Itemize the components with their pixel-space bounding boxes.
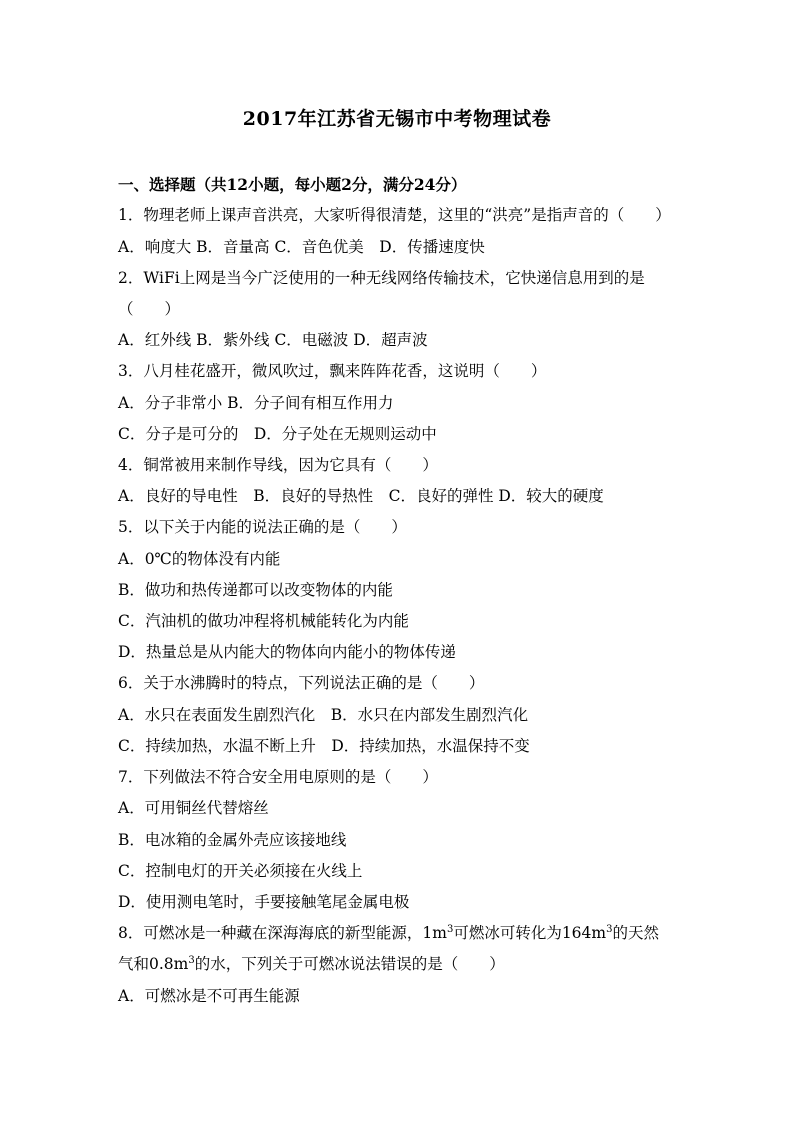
section-heading: 一、选择题（共12小题，每小题2分，满分24分） [118, 175, 467, 194]
question-4-options: A．良好的导电性 B．良好的导热性 C．良好的弹性 D．较大的硬度 [118, 487, 604, 505]
question-7-stem: 7．下列做法不符合安全用电原则的是（ ） [118, 768, 438, 786]
question-7-option-c: C．控制电灯的开关必须接在火线上 [118, 862, 363, 880]
question-3-options-ab: A．分子非常小 B．分子间有相互作用力 [118, 394, 394, 412]
question-8-text-2: 可燃冰可转化为164m [453, 924, 607, 942]
question-1-options: A．响度大 B．音量高 C．音色优美 D．传播速度快 [118, 238, 485, 256]
question-8-exponent-3: 3 [188, 954, 195, 966]
question-8-stem [118, 923, 698, 943]
question-2-options: A．红外线 B．紫外线 C．电磁波 D．超声波 [118, 331, 428, 349]
question-1-stem: 1．物理老师上课声音洪亮，大家听得很清楚，这里的“洪亮”是指声音的（ ） [118, 206, 671, 224]
question-5-option-c: C．汽油机的做功冲程将机械能转化为内能 [118, 612, 409, 630]
question-6-stem: 6．关于水沸腾时的特点，下列说法正确的是（ ） [118, 674, 485, 692]
question-7-option-d: D．使用测电笔时，手要接触笔尾金属电极 [118, 893, 410, 911]
question-2-stem-cont: （ ） [118, 300, 181, 318]
question-8-exponent-2: 3 [606, 923, 613, 935]
page-title: 2017年江苏省无锡市中考物理试卷 [242, 108, 552, 130]
question-7-option-a: A．可用铜丝代替熔丝 [118, 799, 269, 817]
question-8-text-5: 的水，下列关于可燃冰说法错误的是（ ） [194, 955, 505, 973]
question-5-option-d: D．热量总是从内能大的物体向内能小的物体传递 [118, 643, 456, 661]
question-8-option-a: A．可燃冰是不可再生能源 [118, 987, 300, 1005]
question-8-text-3: 的天然 [612, 924, 659, 942]
question-6-options-ab: A．水只在表面发生剧烈汽化 B．水只在内部发生剧烈汽化 [118, 706, 529, 724]
question-8-stem-cont [118, 954, 698, 974]
question-3-stem: 3．八月桂花盛开，微风吹过，飘来阵阵花香，这说明（ ） [118, 362, 547, 380]
question-5-option-a: A．0℃的物体没有内能 [118, 550, 281, 568]
question-2-stem: 2．WiFi上网是当今广泛使用的一种无线网络传输技术，它快递信息用到的是 [118, 269, 645, 287]
question-3-options-cd: C．分子是可分的 D．分子处在无规则运动中 [118, 425, 437, 443]
question-7-option-b: B．电冰箱的金属外壳应该接地线 [118, 831, 347, 849]
question-5-option-b: B．做功和热传递都可以改变物体的内能 [118, 581, 393, 599]
question-6-options-cd: C．持续加热，水温不断上升 D．持续加热，水温保持不变 [118, 737, 530, 755]
question-5-stem: 5．以下关于内能的说法正确的是（ ） [118, 518, 407, 536]
question-8-text-4: 气和0.8m [118, 955, 189, 973]
question-8-text-1: 8．可燃冰是一种藏在深海海底的新型能源，1m [118, 924, 447, 942]
question-8-exponent-1: 3 [446, 923, 454, 935]
question-4-stem: 4．铜常被用来制作导线，因为它具有（ ） [118, 456, 438, 474]
